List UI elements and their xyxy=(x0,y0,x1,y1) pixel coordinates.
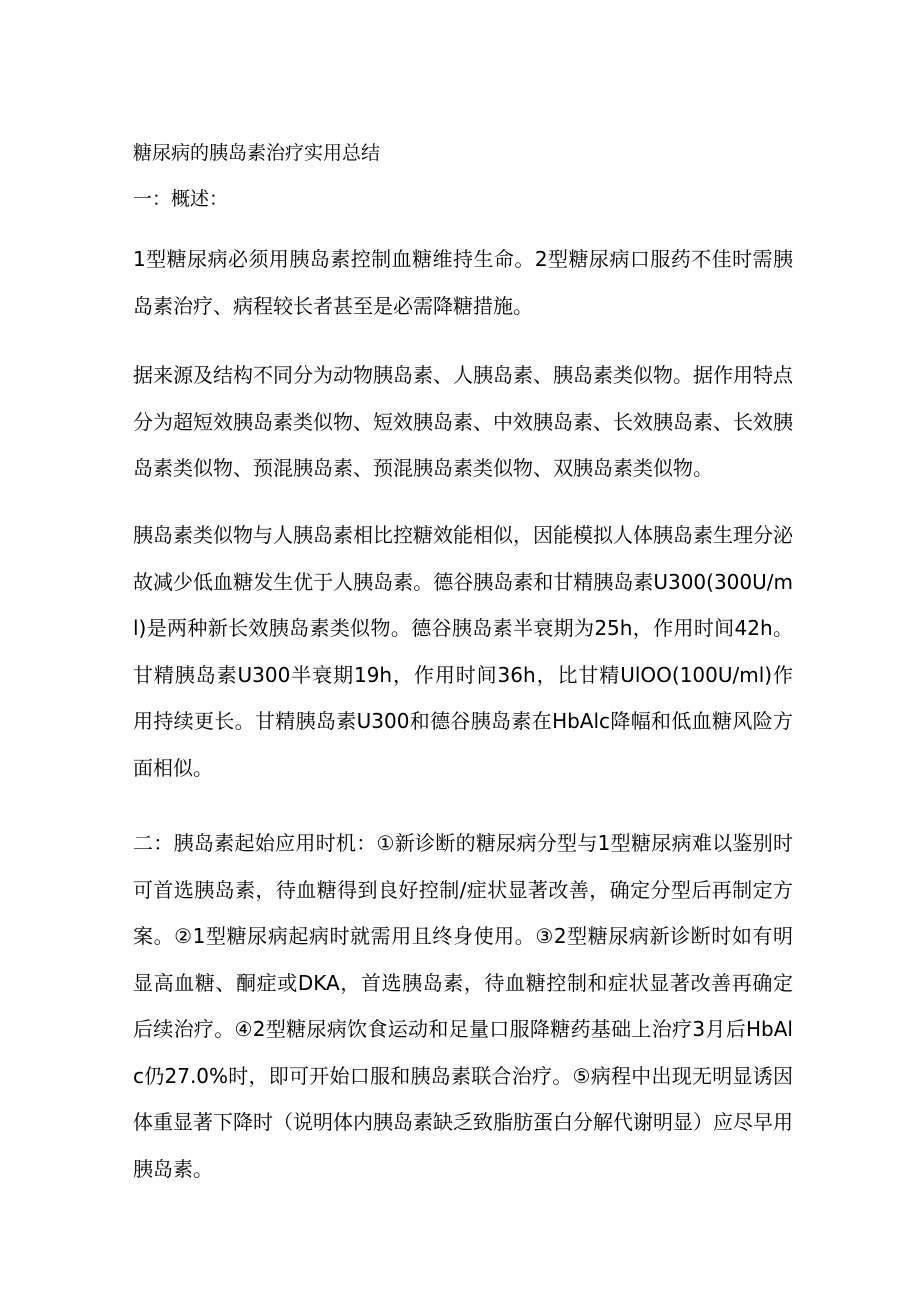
paragraph: 二：胰岛素起始应用时机：①新诊断的糖尿病分型与1型糖尿病难以鉴别时可首选胰岛素，待血糖得到良好控制/症状显著改善，确定分型后再制定方案。②1型糖尿病起病时就需用且终身使用。③2型糖尿病新诊断时如有明显高血糖、酮症或DKA，首选胰岛素，待血糖控制和症状显著改善再确定后续治疗。④2型糖尿病饮食运动和足量口服降糖药基础上治疗3月后HbAlc仍27.0%时，即可开始口服和胰岛素联合治疗。⑤病程中出现无明显诱因体重显著下降时（说明体内胰岛素缺乏致脂肪蛋白分解代谢明显）应尽早用胰岛素。 xyxy=(133,831,793,1181)
paragraph: 1型糖尿病必须用胰岛素控制血糖维持生命。2型糖尿病口服药不佳时需胰岛素治疗、病程较长者甚至是必需降糖措施。 xyxy=(133,247,793,318)
document-title: 糖尿病的胰岛素治疗实用总结 xyxy=(133,142,381,164)
paragraph: 胰岛素类似物与人胰岛素相比控糖效能相似，因能模拟人体胰岛素生理分泌故减少低血糖发生优于人胰岛素。德谷胰岛素和甘精胰岛素U300(300U/ml)是两种新长效胰岛素类似物。德谷胰岛素半衰期为25h，作用时间42h。甘精胰岛素U300半衰期19h，作用时间36h，比甘精UlOO(100U/ml)作用持续更长。甘精胰岛素U300和德谷胰岛素在HbAlc降幅和低血糖风险方面相似。 xyxy=(133,523,793,780)
section-heading-overview: 一：概述： xyxy=(133,188,229,210)
paragraph: 据来源及结构不同分为动物胰岛素、人胰岛素、胰岛素类似物。据作用特点分为超短效胰岛素类似物、短效胰岛素、中效胰岛素、长效胰岛素、长效胰岛素类似物、预混胰岛素、预混胰岛素类似物、双胰岛素类似物。 xyxy=(133,363,793,480)
